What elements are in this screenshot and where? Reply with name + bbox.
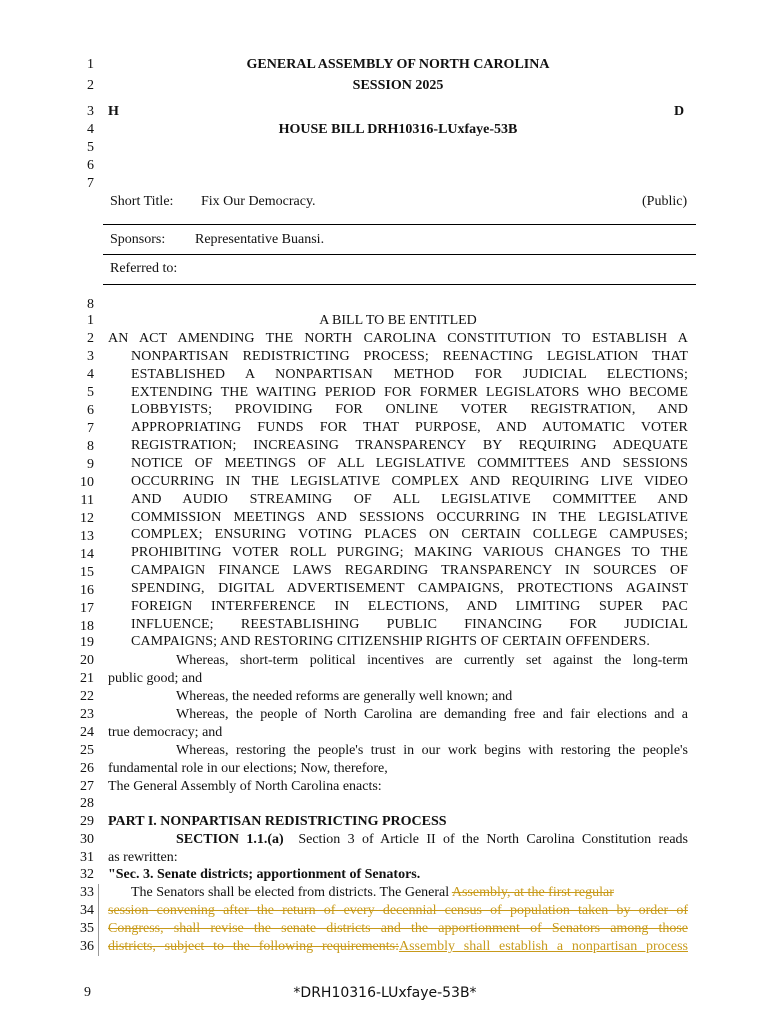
divider — [103, 284, 696, 285]
as-rewritten: as rewritten: — [108, 850, 178, 865]
act-title-line: LOBBYISTS; PROVIDING FOR ONLINE VOTER REGISTRATION, AND — [131, 402, 688, 418]
chamber-letter: H — [108, 104, 119, 119]
amended-line — [108, 938, 688, 956]
line-number: 20 — [80, 653, 94, 668]
act-title-line: CAMPAIGNS; AND RESTORING CITIZENSHIP RIGHTS OF CERTAIN OFFENDERS. — [131, 634, 650, 650]
line-number: 36 — [80, 939, 94, 954]
line-number: 30 — [80, 832, 94, 847]
act-title-line: AN ACT AMENDING THE NORTH CAROLINA CONSTITUTION TO ESTABLISH A — [108, 331, 688, 346]
line-number: 16 — [80, 583, 94, 598]
line-number: 11 — [80, 493, 94, 508]
public-label: (Public) — [642, 194, 688, 209]
line-number: 5 — [87, 140, 94, 155]
line-number: 3 — [87, 104, 94, 119]
deleted-text: session convening after the return of every decennial census of population taken by order of — [108, 903, 688, 918]
referred-label: Referred to: — [110, 261, 178, 276]
line-number: 10 — [80, 475, 94, 490]
part-heading: PART I. NONPARTISAN REDISTRICTING PROCESS — [108, 814, 447, 829]
bill-id: HOUSE BILL DRH10316-LUxfaye-53B — [278, 122, 518, 137]
whereas-paragraph: Whereas, restoring the people's trust in our work begins with restoring the people's — [176, 743, 688, 758]
line-number: 28 — [80, 796, 94, 811]
act-title-line: COMMISSION MEETINGS AND SESSIONS OCCURRING IN THE LEGISLATIVE — [131, 509, 688, 525]
sponsors-label: Sponsors: — [110, 232, 166, 247]
inserted-text: Assembly shall establish a nonpartisan process — [398, 939, 688, 954]
short-title-label: Short Title: — [110, 194, 174, 209]
section-label: SECTION 1.1.(a) — [176, 832, 284, 847]
divider — [103, 224, 696, 225]
plain-text: The Senators shall be elected from districts. The General — [131, 885, 452, 900]
document-id: *DRH10316-LUxfaye-53B* — [293, 985, 477, 1001]
change-bar — [98, 884, 99, 956]
divider — [103, 254, 696, 255]
line-number: 26 — [80, 761, 94, 776]
line-number: 9 — [87, 457, 94, 472]
line-number: 1 — [87, 313, 94, 328]
act-title-line: PROHIBITING VOTER ROLL PURGING; MAKING VARIOUS CHANGES TO THE — [131, 545, 688, 561]
line-number: 4 — [87, 367, 94, 382]
act-title-line: NOTICE OF MEETINGS OF ALL LEGISLATIVE COMMITTEES AND SESSIONS — [131, 455, 688, 471]
act-title-line: FOREIGN INTERFERENCE IN ELECTIONS, AND LIMITING SUPER PAC — [131, 598, 688, 614]
line-number: 6 — [87, 403, 94, 418]
line-number: 33 — [80, 885, 94, 900]
act-title-line: INFLUENCE; REESTABLISHING PUBLIC FINANCING FOR JUDICIAL — [131, 616, 688, 632]
line-number: 6 — [87, 158, 94, 173]
line-number: 21 — [80, 671, 94, 686]
amended-line — [108, 920, 688, 938]
line-number: 8 — [87, 439, 94, 454]
act-title-line: EXTENDING THE WAITING PERIOD FOR FORMER LEGISLATORS WHO BECOME — [131, 384, 688, 400]
line-number: 18 — [80, 619, 94, 634]
short-title-value: Fix Our Democracy. — [201, 194, 316, 209]
deleted-text: Assembly, at the first regular — [451, 885, 614, 900]
act-title-line: APPROPRIATING FUNDS FOR THAT PURPOSE, AND AUTOMATIC VOTER — [131, 420, 688, 436]
line-number: 25 — [80, 743, 94, 758]
assembly-title: GENERAL ASSEMBLY OF NORTH CAROLINA — [246, 57, 550, 72]
sec3-heading: "Sec. 3. Senate districts; apportionment of Senators. — [108, 867, 421, 882]
draft-letter: D — [674, 104, 685, 119]
whereas-paragraph: Whereas, short-term political incentives are currently set against the long-term — [176, 653, 688, 668]
line-number: 22 — [80, 689, 94, 704]
whereas-paragraph: Whereas, the people of North Carolina are demanding free and fair elections and a — [176, 707, 688, 722]
act-title-line: CAMPAIGN FINANCE LAWS REGARDING TRANSPARENCY IN SOURCES OF — [131, 563, 688, 579]
line-number: 1 — [87, 57, 94, 72]
line-number: 31 — [80, 850, 94, 865]
page-number: 9 — [84, 985, 91, 1000]
line-number: 7 — [87, 176, 94, 191]
line-number: 34 — [80, 903, 94, 918]
line-number: 24 — [80, 725, 94, 740]
line-number: 29 — [80, 814, 94, 829]
act-title-line: SPENDING, DIGITAL ADVERTISEMENT CAMPAIGNS, PROTECTIONS AGAINST — [131, 580, 688, 596]
act-title-line: OCCURRING IN THE LEGISLATIVE COMPLEX AND REQUIRING LIVE VIDEO — [131, 473, 688, 489]
line-number: 13 — [80, 529, 94, 544]
whereas-paragraph-cont: public good; and — [108, 671, 203, 686]
whereas-paragraph: Whereas, the needed reforms are generally well known; and — [176, 689, 513, 704]
line-number: 2 — [87, 78, 94, 93]
line-number: 17 — [80, 601, 94, 616]
section-line — [108, 831, 688, 849]
line-number: 19 — [80, 635, 94, 650]
whereas-paragraph-cont: true democracy; and — [108, 725, 223, 740]
line-number: 23 — [80, 707, 94, 722]
act-title-line: AND AUDIO STREAMING OF ALL LEGISLATIVE COMMITTEE AND — [131, 491, 688, 507]
line-number: 15 — [80, 565, 94, 580]
line-number: 32 — [80, 867, 94, 882]
act-title-line: REGISTRATION; INCREASING TRANSPARENCY BY REQUIRING ADEQUATE — [131, 438, 688, 454]
act-title-line: ESTABLISHED A NONPARTISAN METHOD FOR JUDICIAL ELECTIONS; — [131, 366, 688, 382]
line-number: 5 — [87, 385, 94, 400]
section-text: Section 3 of Article II of the North Carolina Constitution reads — [298, 832, 688, 847]
deleted-text: districts, subject to the following requirements: — [108, 939, 399, 954]
act-title-line: COMPLEX; ENSURING VOTING PLACES ON CERTAIN COLLEGE CAMPUSES; — [131, 527, 688, 543]
sponsors-value: Representative Buansi. — [195, 232, 325, 247]
act-title-line: NONPARTISAN REDISTRICTING PROCESS; REENACTING LEGISLATION THAT — [131, 348, 688, 364]
deleted-text: Congress, shall revise the senate districts and the apportionment of Senators among those — [108, 921, 688, 936]
line-number: 2 — [87, 331, 94, 346]
line-number: 14 — [80, 547, 94, 562]
amended-line — [108, 884, 688, 902]
line-number: 3 — [87, 349, 94, 364]
whereas-paragraph-cont: fundamental role in our elections; Now, therefore, — [108, 761, 388, 776]
enacting-clause: The General Assembly of North Carolina enacts: — [108, 779, 382, 794]
session-title: SESSION 2025 — [352, 78, 444, 93]
line-number: 7 — [87, 421, 94, 436]
line-number: 35 — [80, 921, 94, 936]
line-number: 4 — [87, 122, 94, 137]
line-number: 12 — [80, 511, 94, 526]
line-number: 8 — [87, 297, 94, 312]
line-number: 27 — [80, 779, 94, 794]
amended-line — [108, 902, 688, 920]
bill-entitled-heading: A BILL TO BE ENTITLED — [319, 313, 477, 328]
